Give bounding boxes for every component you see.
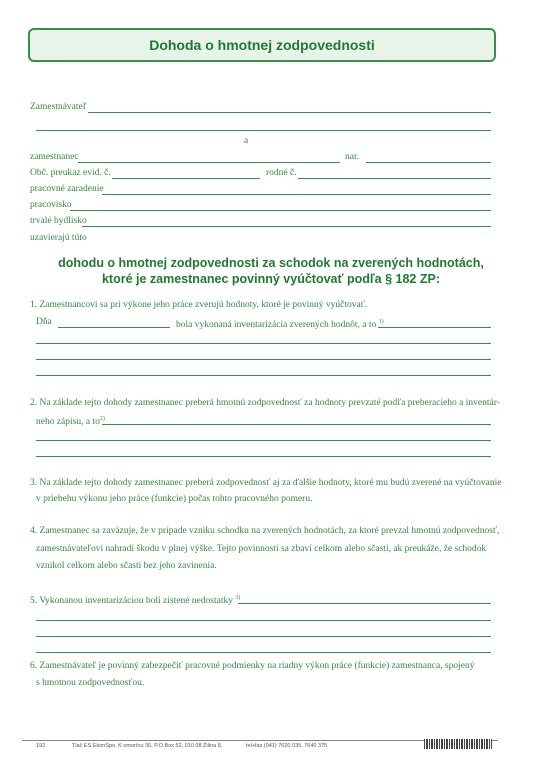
item-4-text-a: 4. Zamestnanec sa zaväzuje, že v prípade vzniku schodku na zverených hodnotách, za ktoré prevzal hmotnú zodpovednosť, xyxy=(30,526,500,536)
item-5-text: 5. Vykonanou inventarizáciou boli zistené nedostatky $^{3)}$ xyxy=(30,595,241,607)
footnote-2-ref: 2) xyxy=(99,416,105,422)
field-item-5-line2[interactable] xyxy=(36,620,491,621)
field-item-5-line3[interactable] xyxy=(36,636,491,637)
item-1-dna-label: Dňa xyxy=(36,317,52,327)
title-box xyxy=(28,28,496,62)
agreement-heading-line2: ktoré je zamestnanec povinný vyúčtovať podľa § 182 ZP: xyxy=(101,272,440,286)
item-3-text-a: 3. Na základe tejto dohody zamestnanec preberá zodpovednosť aj za ďalšie hodnoty, ktoré mu budú zverené na vyúčtovanie xyxy=(30,478,502,488)
label-a: a xyxy=(244,136,249,146)
footer-code: 192 xyxy=(36,743,46,749)
field-zamestnavatel-line2[interactable] xyxy=(36,130,491,131)
item-3-text-b: v priebehu výkonu jeho práce (funkcie) počas tohto pracovného pomeru. xyxy=(36,494,313,504)
field-item-1-inventory[interactable] xyxy=(378,327,491,328)
item-2-text-b: neho zápisu, a $to^{2)}$ xyxy=(36,416,105,428)
label-obc-preukaz: Obč. preukaz evid. č. xyxy=(30,168,111,178)
barcode xyxy=(424,739,492,749)
page-title: Dohoda o hmotnej zodpovednosti xyxy=(149,37,375,53)
label-pracovne-zaradenie: pracovné zaradenie xyxy=(30,184,104,194)
footnote-1-ref: 1) xyxy=(378,319,384,325)
item-1-bola-label: bola vykonaná inventarizácia zverených hodnôt, a to $^{1)}$ xyxy=(176,319,384,331)
field-item-1-line4[interactable] xyxy=(36,375,491,376)
item-1-text: 1. Zamestnancovi sa pri výkone jeho práce zverujú hodnoty, ktoré je povinný vyúčtovať. xyxy=(30,300,368,310)
label-pracovisko: pracovisko xyxy=(30,200,72,210)
field-obc-preukaz[interactable] xyxy=(112,178,260,179)
item-4-text-b: zamestnávateľovi nahradí škodu v plnej výške. Tejto povinnosti sa zbaví celkom alebo sčasti, ak preukáže, že schodok xyxy=(36,544,487,554)
item-6-text-a: 6. Zamestnávateľ je povinný zabezpečiť pracovné podmienky na riadny výkon práce (funkcie) zamestnanca, spojený xyxy=(30,661,475,671)
item-2-text-a: 2. Na základe tejto dohody zamestnanec preberá hmotnú zodpovednosť za hodnoty prevzaté podľa preberacieho a inventár- xyxy=(30,398,500,408)
field-item-1-line2[interactable] xyxy=(36,343,491,344)
field-item-1-line3[interactable] xyxy=(36,359,491,360)
label-uzavieraju: uzavierajú túto xyxy=(30,233,87,243)
field-item-2-line2[interactable] xyxy=(36,440,491,441)
field-pracovisko[interactable] xyxy=(70,210,491,211)
field-item-5-line4[interactable] xyxy=(36,652,491,653)
label-trvale-bydlisko: trvalé bydlisko xyxy=(30,216,87,226)
label-zamestnavatel: Zamestnávateľ xyxy=(30,102,87,112)
field-item-2-line1[interactable] xyxy=(102,424,491,425)
field-zamestnavatel[interactable] xyxy=(88,112,491,113)
label-zamestnanec: zamestnanec xyxy=(30,152,79,162)
label-rodne-cislo: rodné č. xyxy=(266,168,297,178)
field-item-2-line3[interactable] xyxy=(36,456,491,457)
field-trvale-bydlisko[interactable] xyxy=(82,226,491,227)
label-nar: nar. xyxy=(345,152,359,162)
item-6-text-b: s hmotnou zodpovednosťou. xyxy=(36,678,145,688)
field-rodne-cislo[interactable] xyxy=(298,178,491,179)
field-pracovne-zaradenie[interactable] xyxy=(102,194,491,195)
footnote-3-ref: 3) xyxy=(235,595,241,601)
field-nar[interactable] xyxy=(366,162,491,163)
footer-contact: tel+fax (041) 7620 035, 7640 375 xyxy=(246,743,328,749)
agreement-heading-line1: dohodu o hmotnej zodpovednosti za schodok na zverených hodnotách, xyxy=(58,256,484,270)
field-item-1-date[interactable] xyxy=(58,327,170,328)
footer-publisher: Tlač ES EkonSpo, K omorínu 36, P.O.Box 52, 010 08 Žilina 8, xyxy=(72,743,223,749)
item-4-text-c: vznikol celkom alebo sčasti bez jeho zavinenia. xyxy=(36,561,217,571)
field-zamestnanec[interactable] xyxy=(78,162,340,163)
field-item-5-line1[interactable] xyxy=(238,603,491,604)
